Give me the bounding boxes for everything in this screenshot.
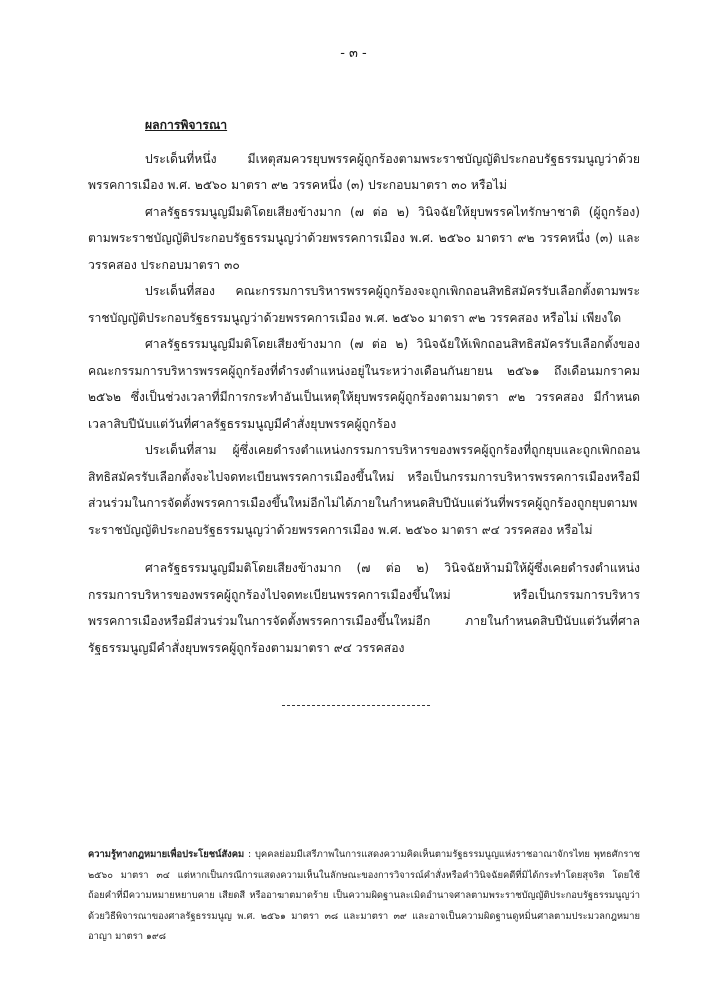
issue-one-paragraph: ประเด็นที่หนึ่ง มีเหตุสมควรยุบพรรคผู้ถูกร้องตามพระราชบัญญัติประกอบรัฐธรรมนูญว่าด้วยพรรคการเมือง พ.ศ. ๒๕๖๐ มาตรา ๙๒ วรรคหนึ่ง (๓) ประกอบมาตรา ๓๐ หรือไม่ [88, 151, 640, 192]
legal-notice-text: บุคคลย่อมมีเสรีภาพในการแสดงความคิดเห็นตามรัฐธรรมนูญแห่งราชอาณาจักรไทย พุทธศักราช ๒๕๖๐ มาตรา ๓๔ แต่หากเป็นกรณีการแสดงความเห็นในลักษณะของการวิจารณ์คำสั่งหรือคำวินิจฉัยคดีที่มิได้กระทำโดยสุจริต โดยใช้ถ้อยคำที่มีความหมายหยาบคาย เสียดสี หรืออาฆาตมาดร้าย เป็นความผิดฐานละเมิดอำนาจศาลตามพระราชบัญญัติประกอบรัฐธรรมนูญว่าด้วยวิธีพิจารณาของศาลรัฐธรรมนูญ พ.ศ. ๒๕๖๑ มาตรา ๓๘ และมาตรา ๓๙ และอาจเป็นความผิดฐานดูหมิ่นศาลตามประมวลกฎหมายอาญา มาตรา ๑๙๘ [88, 849, 640, 942]
legal-notice-label: ความรู้ทางกฎหมายเพื่อประโยชน์สังคม [88, 849, 245, 860]
ruling-one-paragraph: ศาลรัฐธรรมนูญมีมติโดยเสียงข้างมาก (๗ ต่อ ๒) วินิจฉัยให้ยุบพรรคไทรักษาชาติ (ผู้ถูกร้อง) ตามพระราชบัญญัติประกอบรัฐธรรมนูญว่าด้วยพรรคการเมือง พ.ศ. ๒๕๖๐ มาตรา ๙๒ วรรคหนึ่ง (๓) และวรรคสอง ประกอบมาตรา ๓๐ [88, 204, 640, 272]
end-divider [282, 705, 430, 706]
issue-two-paragraph: ประเด็นที่สอง คณะกรรมการบริหารพรรคผู้ถูกร้องจะถูกเพิกถอนสิทธิสมัครรับเลือกตั้งตามพระราชบัญญัติประกอบรัฐธรรมนูญว่าด้วยพรรคการเมือง พ.ศ. ๒๕๖๐ มาตรา ๙๒ วรรคสอง หรือไม่ เพียงใด [88, 284, 640, 325]
issue-three-paragraph: ประเด็นที่สาม ผู้ซึ่งเคยดำรงตำแหน่งกรรมการบริหารของพรรคผู้ถูกร้องที่ถูกยุบและถูกเพิกถอนสิทธิสมัครรับเลือกตั้งจะไปจดทะเบียนพรรคการเมืองขึ้นใหม่ หรือเป็นกรรมการบริหารพรรคการเมืองหรือมีส่วนร่วมในการจัดตั้งพรรคการเมืองขึ้นใหม่อีกไม่ได้ภายในกำหนดสิบปีนับแต่วันที่พรรคผู้ถูกร้องถูกยุบตามพระราชบัญญัติประกอบรัฐธรรมนูญว่าด้วยพรรคการเมือง พ.ศ. ๒๕๖๐ มาตรา ๙๔ วรรคสอง หรือไม่ [88, 443, 640, 537]
ruling-two-paragraph: ศาลรัฐธรรมนูญมีมติโดยเสียงข้างมาก (๗ ต่อ ๒) วินิจฉัยให้เพิกถอนสิทธิสมัครรับเลือกตั้งของคณะกรรมการบริหารพรรคผู้ถูกร้องที่ดำรงตำแหน่งอยู่ในระหว่างเดือนกันยายน ๒๕๖๑ ถึงเดือนมกราคม ๒๕๖๒ ซึ่งเป็นช่วงเวลาที่มีการกระทำอันเป็นเหตุให้ยุบพรรคผู้ถูกร้องตามมาตรา ๙๒ วรรคสอง มีกำหนดเวลาสิบปีนับแต่วันที่ศาลรัฐธรรมนูญมีคำสั่งยุบพรรคผู้ถูกร้อง [88, 337, 640, 431]
section-heading: ผลการพิจารณา [145, 118, 228, 132]
ruling-three-paragraph: ศาลรัฐธรรมนูญมีมติโดยเสียงข้างมาก (๗ ต่อ ๒) วินิจฉัยห้ามมิให้ผู้ซึ่งเคยดำรงตำแหน่งกรรมการบริหารของพรรคผู้ถูกร้องไปจดทะเบียนพรรคการเมืองขึ้นใหม่ หรือเป็นกรรมการบริหารพรรคการเมืองหรือมีส่วนร่วมในการจัดตั้งพรรคการเมืองขึ้นใหม่อีก ภายในกำหนดสิบปีนับแต่วันที่ศาลรัฐธรรมนูญมีคำสั่งยุบพรรคผู้ถูกร้องตามมาตรา ๙๔ วรรคสอง [88, 561, 640, 655]
legal-notice-separator: : [248, 849, 252, 860]
page-number: - ๓ - [340, 46, 367, 61]
document-body [88, 112, 640, 661]
legal-notice [88, 845, 640, 948]
